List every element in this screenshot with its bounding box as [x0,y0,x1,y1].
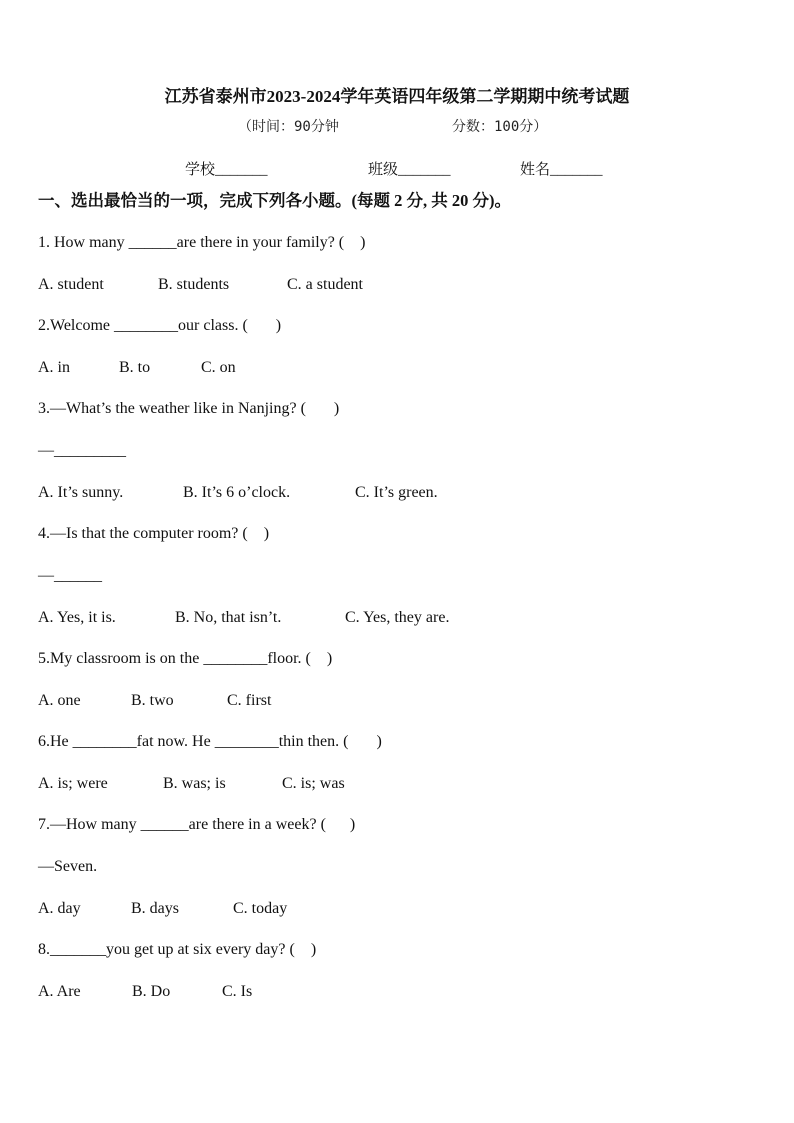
q1-option-a: A. student [38,276,104,293]
q1-option-c: C. a student [287,276,363,293]
q2-option-b: B. to [119,359,151,376]
exam-score: 分数：100分） [452,119,548,135]
q8-option-b: B. Do [132,983,171,1000]
q5-option-b: B. two [131,692,174,709]
question-1: 1. How many ______are there in your family? ( ) [38,234,366,251]
question-7: 7.—How many ______are there in a week? ( ) [38,816,356,833]
q8-option-c: C. Is [222,983,253,1000]
q6-option-c: C. is; was [282,775,345,792]
q3-option-c: C. It’s green. [355,484,438,501]
section-heading: 一、选出最恰当的一项，完成下列各小题。(每题 2 分, 共 20 分)。 [38,191,511,210]
exam-time: （时间：90分钟 [238,119,339,135]
q5-option-c: C. first [227,692,272,709]
q2-option-a: A. in [38,359,70,376]
class-field: 班级_______ [368,162,451,178]
q1-option-b: B. students [158,276,230,293]
q7-option-b: B. days [131,900,179,917]
q3-answer-line: —_________ [38,442,126,459]
question-4: 4.—Is that the computer room? ( ) [38,525,270,542]
q8-option-a: A. Are [38,983,81,1000]
name-field: 姓名_______ [520,162,603,178]
q7-option-a: A. day [38,900,81,917]
q4-answer-line: —______ [38,567,102,584]
q4-option-c: C. Yes, they are. [345,609,450,626]
q7-option-c: C. today [233,900,288,917]
question-5: 5.My classroom is on the ________floor. ( ) [38,650,333,667]
q7-answer-line: —Seven. [38,858,98,875]
q4-option-a: A. Yes, it is. [38,609,116,626]
question-2: 2.Welcome ________our class. ( ) [38,317,282,334]
question-6: 6.He ________fat now. He ________thin then. ( ) [38,733,382,750]
q3-option-b: B. It’s 6 o’clock. [183,484,291,501]
exam-title: 江苏省泰州市2023-2024学年英语四年级第二学期期中统考试题 [164,87,630,106]
q5-option-a: A. one [38,692,81,709]
question-8: 8._______you get up at six every day? ( ) [38,941,317,958]
q4-option-b: B. No, that isn’t. [175,609,282,626]
q6-option-a: A. is; were [38,775,108,792]
q6-option-b: B. was; is [163,775,226,792]
q2-option-c: C. on [201,359,236,376]
q3-option-a: A. It’s sunny. [38,484,124,501]
school-field: 学校_______ [185,162,268,178]
question-3: 3.—What’s the weather like in Nanjing? ( ) [38,400,340,417]
